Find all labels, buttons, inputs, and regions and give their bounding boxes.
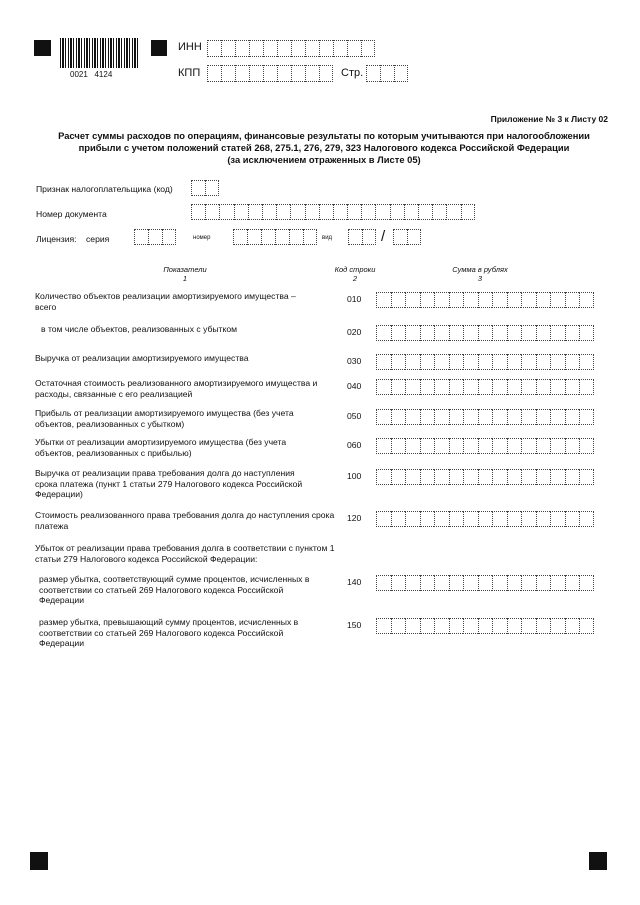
column-code-number: 2 bbox=[352, 274, 358, 283]
kpp-field[interactable] bbox=[207, 65, 333, 82]
row-sum-field-120[interactable] bbox=[376, 511, 594, 527]
doc-number-label: Номер документа bbox=[36, 209, 107, 219]
taxpayer-sign-label: Признак налогоплательщика (код) bbox=[36, 184, 173, 194]
license-series-field[interactable] bbox=[134, 229, 176, 245]
license-kind-field-b[interactable] bbox=[393, 229, 421, 245]
row-label-header: Убыток от реализации права требования долга в соответствии с пунктом 1 статьи 279 Налогового кодекса Российской Федерации: bbox=[35, 543, 335, 564]
inn-label: ИНН bbox=[178, 41, 202, 53]
license-kind-label: вид bbox=[322, 235, 333, 241]
row-label-150: размер убытка, превышающий сумму процентов, исчисленных в соответствии со статьей 269 Налогового кодекса Российской Федерации bbox=[39, 617, 299, 648]
row-label-040: Остаточная стоимость реализованного амортизируемого имущества и расходы, связанные с его реализацией bbox=[35, 378, 318, 399]
doc-number-field[interactable] bbox=[191, 204, 475, 220]
column-indicators-header: Показатели bbox=[163, 265, 207, 274]
license-series-label: серия bbox=[86, 234, 110, 244]
column-sum-number: 3 bbox=[477, 274, 483, 283]
row-sum-field-020[interactable] bbox=[376, 325, 594, 341]
row-label-100: Выручка от реализации права требования долга до наступления срока платежа (пункт 1 статьи 279 Налогового кодекса Российской Федерации) bbox=[35, 468, 303, 499]
inn-field[interactable] bbox=[207, 40, 375, 57]
license-kind-field-a[interactable] bbox=[348, 229, 376, 245]
row-code-050: 050 bbox=[347, 411, 362, 421]
row-label-020: в том числе объектов, реализованных с убытком bbox=[41, 324, 238, 334]
row-sum-field-150[interactable] bbox=[376, 618, 594, 634]
row-sum-field-060[interactable] bbox=[376, 438, 594, 454]
corner-marker-bottom-left bbox=[30, 852, 48, 870]
row-code-040: 040 bbox=[347, 381, 362, 391]
row-label-030: Выручка от реализации амортизируемого имущества bbox=[35, 353, 249, 363]
appendix-label: Приложение № 3 к Листу 02 bbox=[490, 114, 608, 124]
license-number-label: номер bbox=[193, 235, 211, 241]
corner-marker-top-mid bbox=[151, 40, 167, 56]
row-label-060: Убытки от реализации амортизируемого имущества (без учета объектов, реализованных с прибылью) bbox=[35, 437, 287, 458]
column-sum-header: Сумма в рублях bbox=[452, 265, 508, 274]
column-code-header: Код строки bbox=[334, 265, 376, 274]
row-code-150: 150 bbox=[347, 620, 362, 630]
license-label: Лицензия: bbox=[36, 234, 77, 244]
row-sum-field-030[interactable] bbox=[376, 354, 594, 370]
license-number-field[interactable] bbox=[233, 229, 317, 245]
kpp-label: КПП bbox=[178, 67, 201, 79]
corner-marker-bottom-right bbox=[589, 852, 607, 870]
row-sum-field-050[interactable] bbox=[376, 409, 594, 425]
corner-marker-top-left bbox=[34, 40, 51, 56]
form-title-line-1: Расчет суммы расходов по операциям, финансовые результаты по которым учитываются при налогообложении bbox=[58, 130, 590, 141]
column-indicators-number: 1 bbox=[182, 274, 188, 283]
form-title-line-2: прибыли с учетом положений статей 268, 275.1, 276, 279, 323 Налогового кодекса Российской Федерации bbox=[78, 142, 570, 153]
row-code-140: 140 bbox=[347, 577, 362, 587]
row-sum-field-100[interactable] bbox=[376, 469, 594, 485]
row-label-050: Прибыль от реализации амортизируемого имущества (без учета объектов, реализованных с убытком) bbox=[35, 408, 294, 429]
row-sum-field-040[interactable] bbox=[376, 379, 594, 395]
row-label-120: Стоимость реализованного права требования долга до наступления срока платежа bbox=[35, 510, 335, 531]
barcode-number: 0021 4124 bbox=[70, 70, 113, 79]
taxpayer-sign-field[interactable] bbox=[191, 180, 219, 196]
row-label-140: размер убытка, соответствующий сумме процентов, исчисленных в соответствии со статьей 269 Налогового кодекса Российской Федерации bbox=[39, 574, 310, 605]
barcode bbox=[60, 38, 140, 68]
row-code-030: 030 bbox=[347, 356, 362, 366]
slash-separator: / bbox=[381, 228, 386, 245]
row-sum-field-010[interactable] bbox=[376, 292, 594, 308]
form-title-line-3: (за исключением отраженных в Листе 05) bbox=[227, 154, 421, 165]
row-code-120: 120 bbox=[347, 513, 362, 523]
row-sum-field-140[interactable] bbox=[376, 575, 594, 591]
page-label: Стр. bbox=[341, 67, 364, 79]
row-code-020: 020 bbox=[347, 327, 362, 337]
row-code-100: 100 bbox=[347, 471, 362, 481]
row-code-060: 060 bbox=[347, 440, 362, 450]
row-code-010: 010 bbox=[347, 294, 362, 304]
page-field[interactable] bbox=[366, 65, 408, 82]
row-label-010: Количество объектов реализации амортизируемого имущества – всего bbox=[35, 291, 296, 312]
